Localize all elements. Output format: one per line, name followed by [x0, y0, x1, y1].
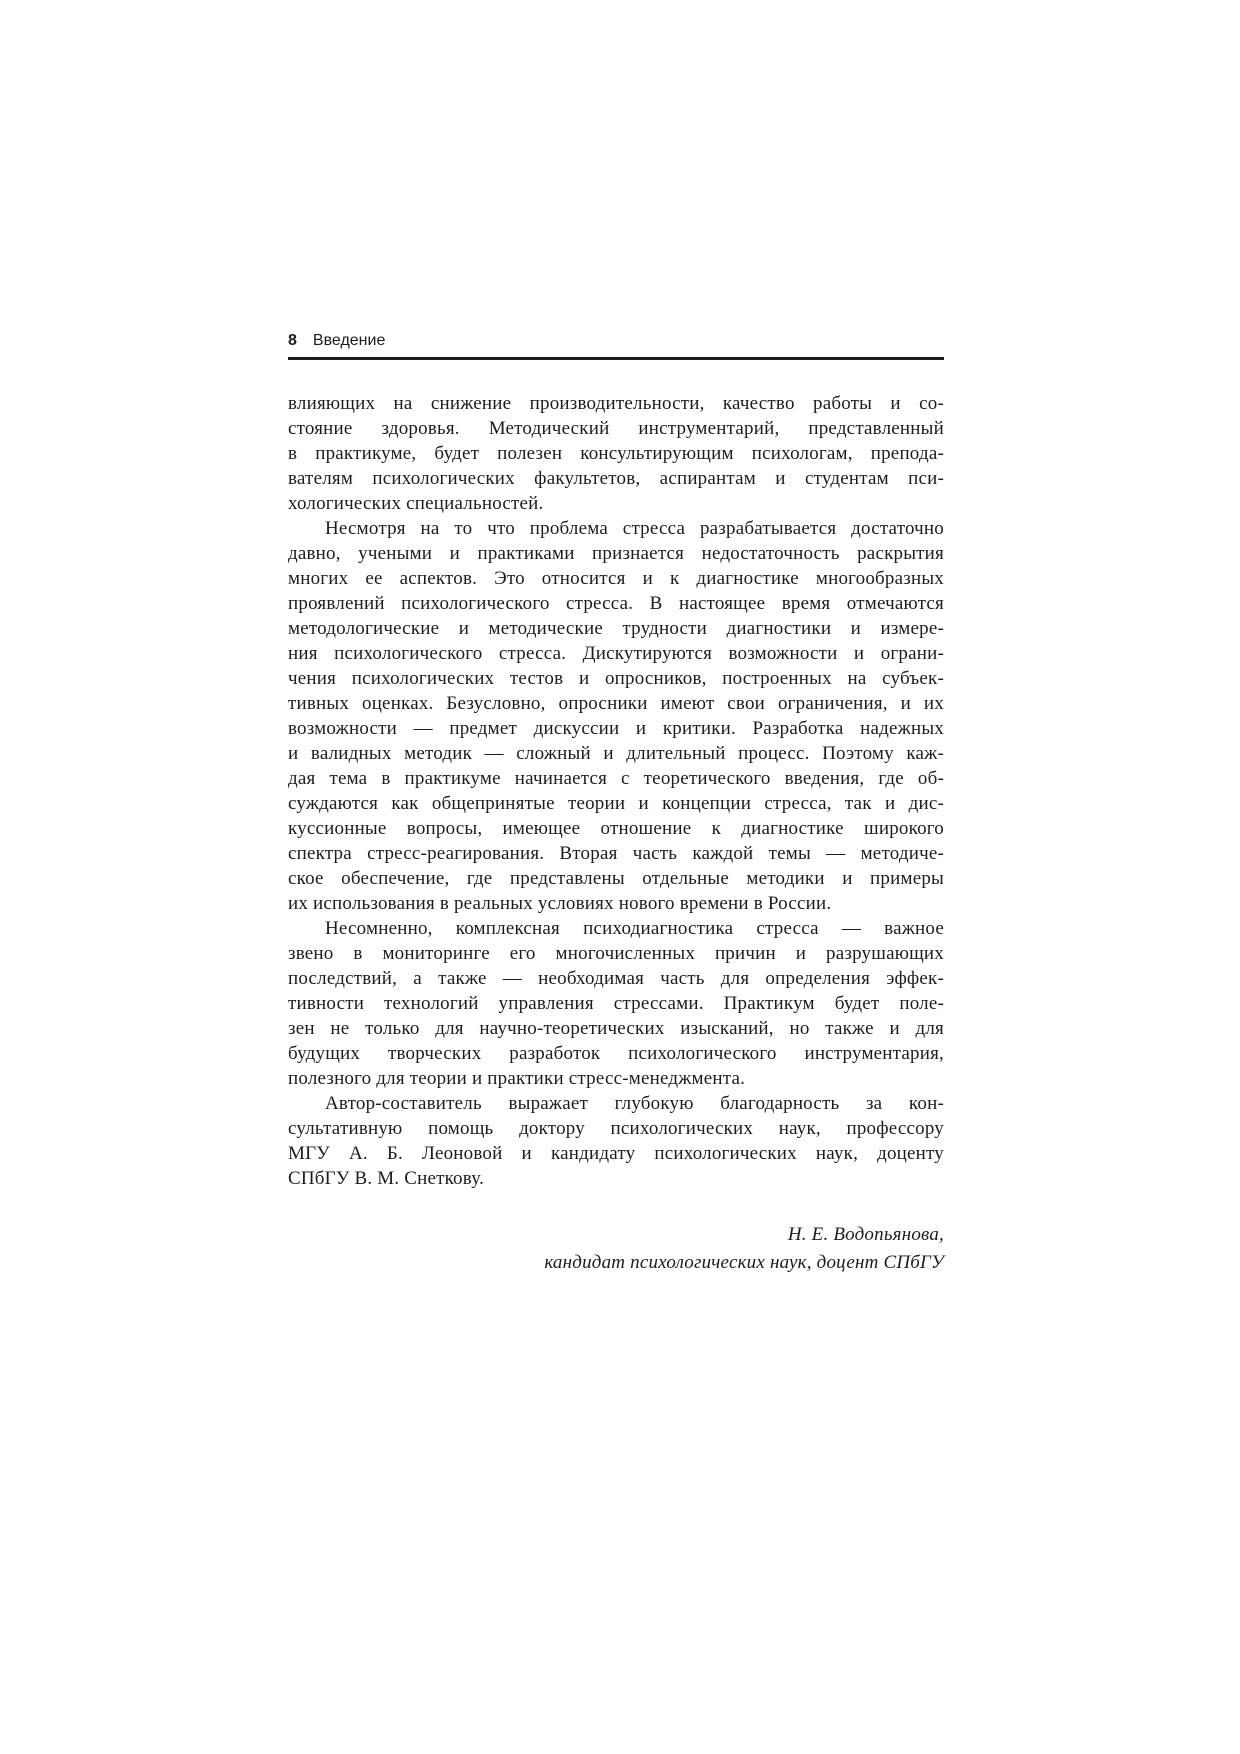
text-line: куссионные вопросы, имеющее отношение к диагностике широкого: [288, 818, 944, 839]
paragraph: [288, 516, 944, 916]
text-line: ния психологического стресса. Дискутируются возможности и ограни-: [288, 643, 944, 664]
text-line: возможности — предмет дискуссии и критики. Разработка надежных: [288, 718, 944, 739]
paragraph: [288, 916, 944, 1091]
body-text: [288, 391, 944, 1191]
paragraph: [288, 1091, 944, 1191]
signature-block: [288, 1221, 944, 1277]
text-line: полезного для теории и практики стресс-менеджмента.: [288, 1068, 746, 1089]
text-line: тивности технологий управления стрессами. Практикум будет поле-: [288, 993, 944, 1014]
text-line: ское обеспечение, где представлены отдельные методики и примеры: [288, 868, 944, 889]
text-line: вателям психологических факультетов, аспирантам и студентам пси-: [288, 468, 944, 489]
text-line: Несмотря на то что проблема стресса разрабатывается достаточно: [325, 518, 944, 539]
text-line: спектра стресс-реагирования. Вторая часть каждой темы — методиче-: [288, 843, 944, 864]
text-line: и валидных методик — сложный и длительный процесс. Поэтому каж-: [288, 743, 944, 764]
text-line: давно, учеными и практиками признается недостаточность раскрытия: [288, 543, 944, 564]
text-line: чения психологических тестов и опросников, построенных на субъек-: [288, 668, 944, 689]
text-line: влияющих на снижение производительности, качество работы и со-: [288, 393, 944, 414]
text-line: стояние здоровья. Методический инструментарий, представленный: [288, 418, 944, 439]
running-header: [288, 331, 944, 360]
text-line: будущих творческих разработок психологического инструментария,: [288, 1043, 944, 1064]
text-line: СПбГУ В. М. Снеткову.: [288, 1168, 485, 1189]
page-content: [288, 331, 944, 1277]
signature-title: кандидат психологических наук, доцент СПбГУ: [544, 1252, 944, 1273]
text-line: в практикуме, будет полезен консультирующим психологам, препода-: [288, 443, 944, 464]
text-line: Несомненно, комплексная психодиагностика стресса — важное: [325, 918, 944, 939]
text-line: звено в мониторинге его многочисленных причин и разрушающих: [288, 943, 944, 964]
text-line: методологические и методические трудности диагностики и измере-: [288, 618, 944, 639]
paragraph: [288, 391, 944, 516]
page-number: 8: [288, 332, 297, 349]
text-line: зен не только для научно-теоретических изысканий, но также и для: [288, 1018, 944, 1039]
text-line: Автор-составитель выражает глубокую благодарность за кон-: [325, 1093, 944, 1114]
signature-name: Н. Е. Водопьянова,: [787, 1224, 944, 1245]
text-line: суждаются как общепринятые теории и концепции стресса, так и дис-: [288, 793, 944, 814]
text-line: проявлений психологического стресса. В настоящее время отмечаются: [288, 593, 944, 614]
text-line: МГУ А. Б. Леоновой и кандидату психологических наук, доценту: [288, 1143, 944, 1164]
section-title: Введение: [312, 332, 386, 349]
text-line: многих ее аспектов. Это относится и к диагностике многообразных: [288, 568, 944, 589]
text-line: тивных оценках. Безусловно, опросники имеют свои ограничения, и их: [288, 693, 944, 714]
text-line: их использования в реальных условиях нового времени в России.: [288, 893, 832, 914]
text-line: последствий, а также — необходимая часть для определения эффек-: [288, 968, 944, 989]
text-line: дая тема в практикуме начинается с теоретического введения, где об-: [288, 768, 944, 789]
text-line: хологических специальностей.: [288, 493, 544, 514]
text-line: сультативную помощь доктору психологических наук, профессору: [288, 1118, 944, 1139]
